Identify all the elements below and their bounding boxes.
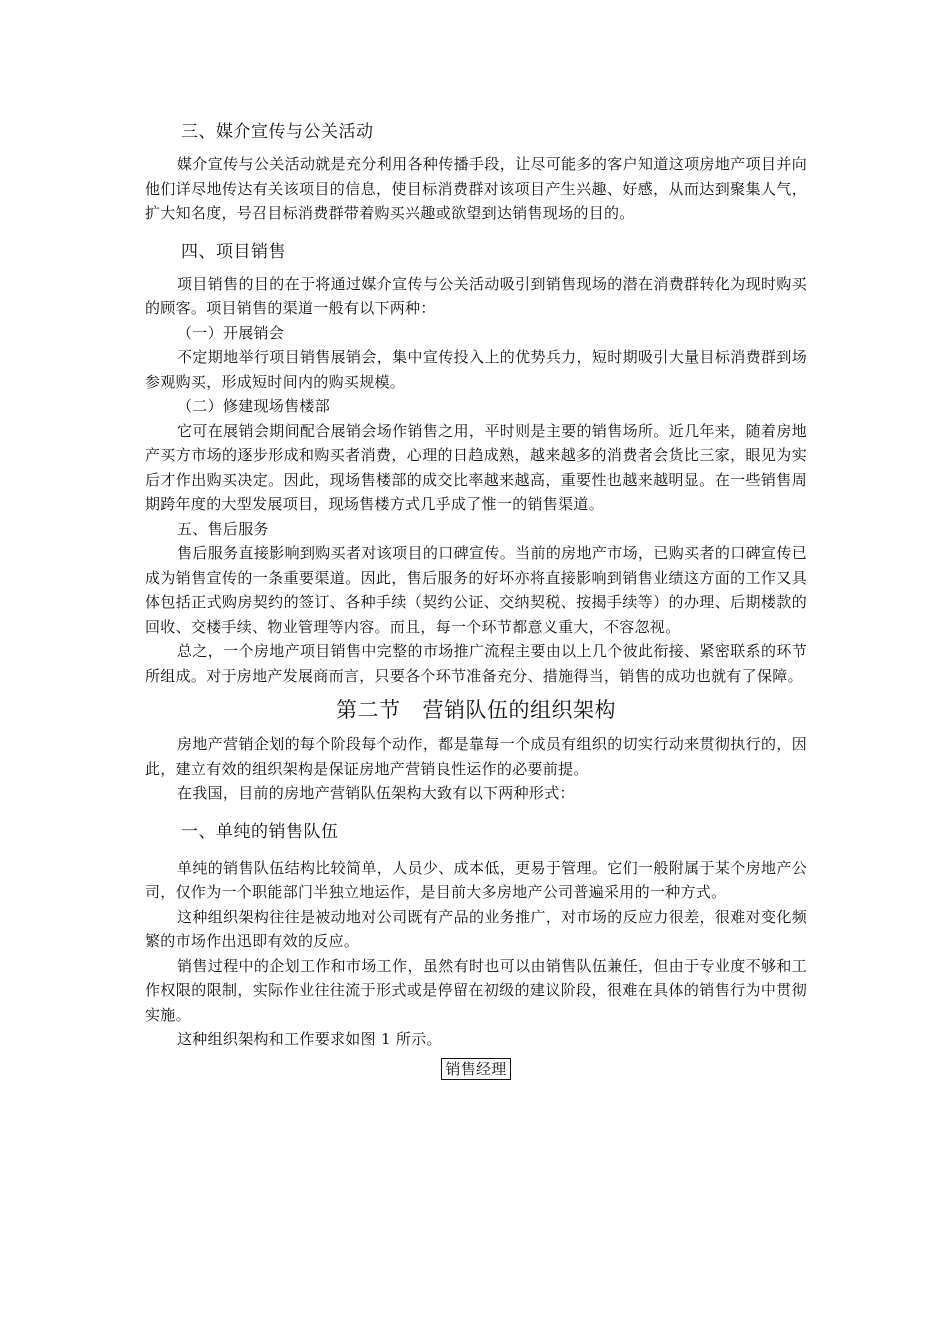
- paragraph: 售后服务直接影响到购买者对该项目的口碑宣传。当前的房地产市场，已购买者的口碑宣传已成为销售宣传的一条重要渠道。因此，售后服务的好坏亦将直接影响到销售业绩这方面的工作又具体包括正式购房契约的签订、各种手续（契约公证、交纳契税、按揭手续等）的办理、后期楼款的回收、交楼手续、物业管理等内容。而且，每一个环节都意义重大，不容忽视。: [145, 544, 807, 636]
- chapter-title: [145, 688, 807, 732]
- paragraph: 在我国，目前的房地产营销队伍架构大致有以下两种形式：: [177, 784, 575, 802]
- org-box-sales-manager: 销售经理: [441, 1058, 510, 1080]
- subheading: （一）开展销会: [177, 323, 285, 342]
- section-heading-media: 三、媒介宣传与公关活动: [181, 122, 374, 142]
- document-page: [145, 112, 807, 1080]
- paragraph: 项目销售的目的在于将通过媒介宣传与公关活动吸引到销售现场的潜在消费群转化为现时购买的顾客。项目销售的渠道一般有以下两种：: [145, 274, 807, 317]
- paragraph: 这种组织架构和工作要求如图 1 所示。: [177, 1030, 442, 1048]
- paragraph: 销售过程中的企划工作和市场工作，虽然有时也可以由销售队伍兼任，但由于专业度不够和工作权限的限制，实际作业往往流于形式或是停留在初级的建议阶段，很难在具体的销售行为中贯彻实施。: [145, 956, 807, 1024]
- org-chart: [145, 1058, 807, 1080]
- paragraph: 单纯的销售队伍结构比较简单，人员少、成本低，更易于管理。它们一般附属于某个房地产公司，仅作为一个职能部门半独立地运作，是目前大多房地产公司普遍采用的一种方式。: [145, 858, 807, 901]
- paragraph: 房地产营销企划的每个阶段每个动作，都是靠每一个成员有组织的切实行动来贯彻执行的，因此，建立有效的组织架构是保证房地产营销良性运作的必要前提。: [145, 735, 807, 778]
- subheading: 五、售后服务: [177, 519, 269, 538]
- section-heading-sales-team: 一、单纯的销售队伍: [181, 821, 339, 842]
- paragraph: 不定期地举行项目销售展销会，集中宣传投入上的优势兵力，短时期吸引大量目标消费群到场参观购买，形成短时间内的购买规模。: [145, 348, 807, 391]
- section-heading-sales: 四、项目销售: [181, 241, 286, 262]
- chapter-number: 第二节: [336, 698, 401, 722]
- paragraph: 媒介宣传与公关活动就是充分利用各种传播手段，让尽可能多的客户知道这项房地产项目并向他们详尽地传达有关该项目的信息，使目标消费群对该项目产生兴趣、好感，从而达到聚集人气，扩大知名度，号召目标消费群带着购买兴趣或欲望到达销售现场的目的。: [145, 155, 807, 222]
- subheading: （二）修建现场售楼部: [177, 397, 331, 415]
- chapter-name: 营销队伍的组织架构: [422, 698, 616, 722]
- paragraph: 总之，一个房地产项目销售中完整的市场推广流程主要由以上几个彼此衔接、紧密联系的环节所组成。对于房地产发展商而言，只要各个环节准备充分、措施得当，销售的成功也就有了保障。: [145, 642, 807, 685]
- paragraph: 它可在展销会期间配合展销会场作销售之用，平时则是主要的销售场所。近几年来，随着房地产买方市场的逐步形成和购买者消费，心理的日趋成熟，越来越多的消费者会货比三家，眼见为实后才作出购买决定。因此，现场售楼部的成交比率越来越高，重要性也越来越明显。在一些销售周期跨年度的大型发展项目，现场售楼方式几乎成了惟一的销售渠道。: [145, 421, 807, 513]
- paragraph: 这种组织架构往往是被动地对公司既有产品的业务推广，对市场的反应力很差，很难对变化频繁的市场作出迅即有效的反应。: [145, 907, 807, 950]
